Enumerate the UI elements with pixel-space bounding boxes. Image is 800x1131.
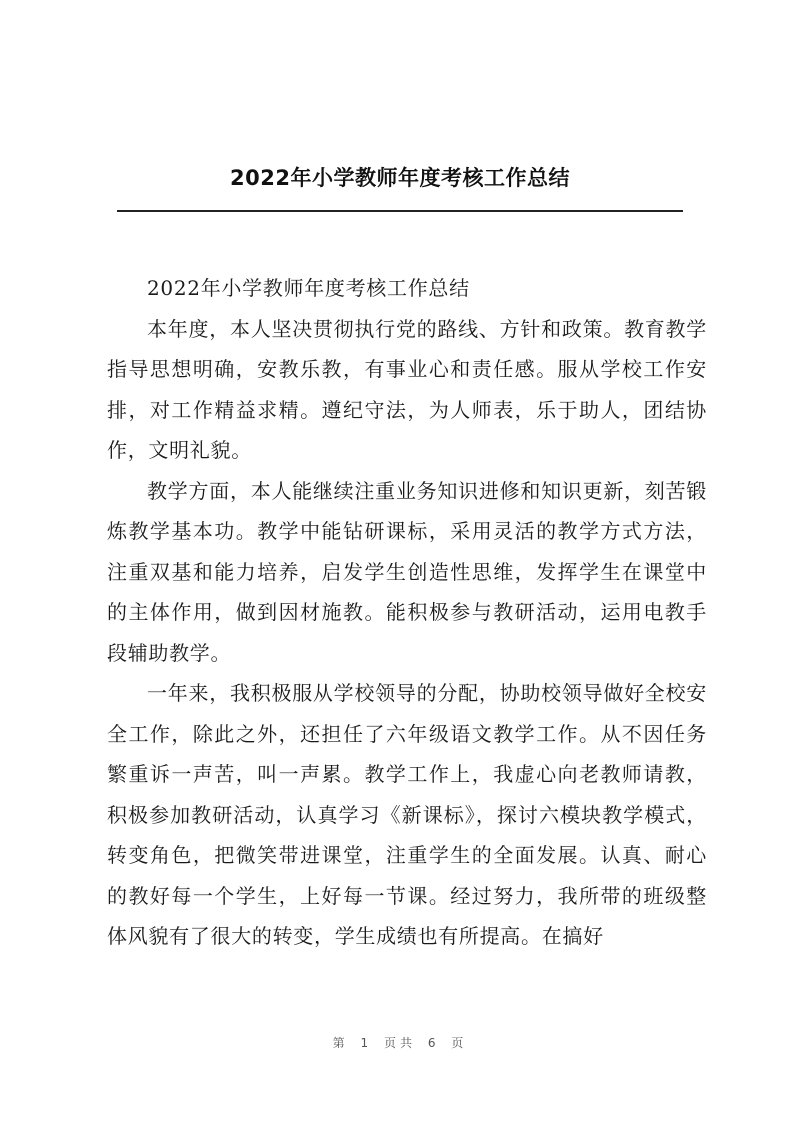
footer-total-pages: 6 xyxy=(427,1036,440,1050)
page-header-title: 2022年小学教师年度考核工作总结 xyxy=(230,166,570,190)
footer-current-page: 1 xyxy=(360,1036,373,1050)
paragraph-1: 本年度，本人坚决贯彻执行党的路线、方针和政策。教育教学指导思想明确，安教乐教，有事业心和责任感。服从学校工作安排，对工作精益求精。遵纪守法，为人师表，乐于助人，团结协作，文明礼貌。 xyxy=(107,316,707,462)
document-body xyxy=(107,268,707,957)
paragraph-3: 一年来，我积极服从学校领导的分配，协助校领导做好全校安全工作，除此之外，还担任了六年级语文教学工作。从不因任务繁重诉一声苦，叫一声累。教学工作上，我虚心向老教师请教，积极参加教研活动，认真学习《新课标》，探讨六模块教学模式，转变角色，把微笑带进课堂，注重学生的全面发展。认真、耐心的教好每一个学生，上好每一节课。经过努力，我所带的班级整体风貌有了很大的转变，学生成绩也有所提高。在搞好 xyxy=(107,681,707,948)
body-title: 2022年小学教师年度考核工作总结 xyxy=(147,276,470,300)
footer-middle: 页共 xyxy=(383,1036,416,1050)
footer-prefix: 第 xyxy=(332,1036,349,1050)
footer-suffix: 页 xyxy=(451,1036,468,1050)
paragraph-2: 教学方面，本人能继续注重业务知识进修和知识更新，刻苦锻炼教学基本功。教学中能钻研课标，采用灵活的教学方式方法，注重双基和能力培养，启发学生创造性思维，发挥学生在课堂中的主体作用，做到因材施教。能积极参与教研活动，运用电教手段辅助教学。 xyxy=(107,478,707,665)
page-footer xyxy=(0,1034,800,1051)
header-divider xyxy=(117,210,683,212)
